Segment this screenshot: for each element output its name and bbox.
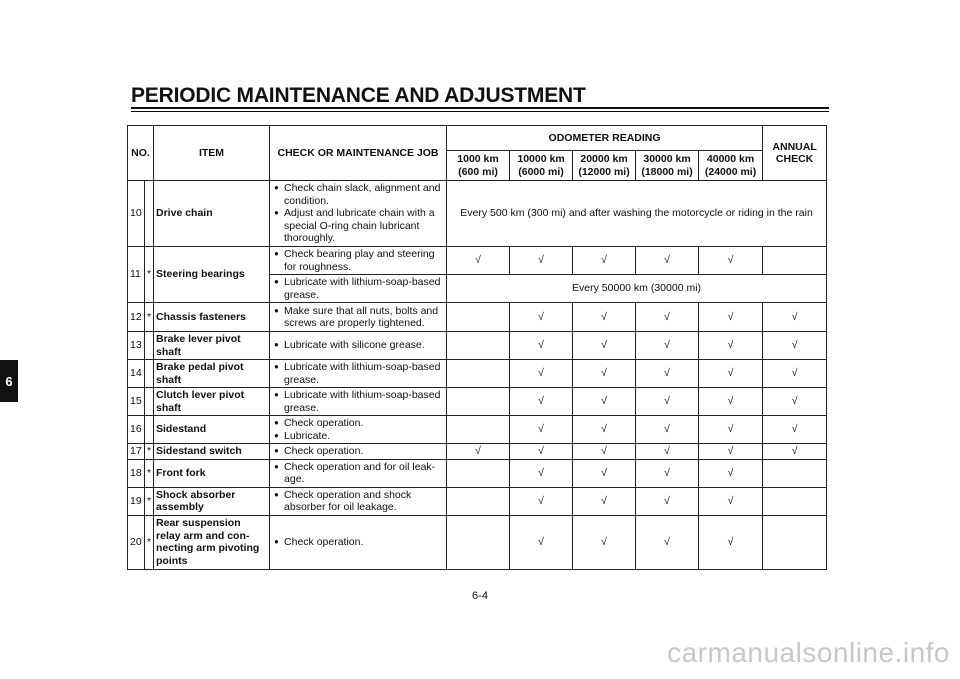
empty-cell: [447, 416, 510, 444]
header-odometer: ODOMETER READING: [447, 126, 763, 151]
empty-cell: [763, 515, 827, 569]
check-mark: √: [699, 487, 763, 515]
row-star: [145, 360, 154, 388]
check-mark: √: [573, 247, 636, 275]
row-star: [145, 332, 154, 360]
job-item: ● Lubricate with silicone grease.: [272, 339, 444, 352]
interval-note: Every 500 km (300 mi) and after washing the motorcycle or riding in the rain: [447, 181, 827, 247]
row-item: Brake lever pivot shaft: [154, 332, 270, 360]
check-mark: √: [510, 515, 573, 569]
table-row: [128, 444, 827, 460]
table-row: [128, 360, 827, 388]
empty-cell: [763, 247, 827, 275]
row-star: *: [145, 487, 154, 515]
empty-cell: [447, 515, 510, 569]
row-job: [270, 515, 447, 569]
check-mark: √: [573, 515, 636, 569]
check-mark: √: [699, 247, 763, 275]
row-job: [270, 459, 447, 487]
check-mark: √: [510, 303, 573, 332]
job-item: ● Make sure that all nuts, bolts and screws are properly tightened.: [272, 305, 444, 330]
row-star: [145, 388, 154, 416]
check-mark: √: [699, 303, 763, 332]
check-mark: √: [510, 416, 573, 444]
job-item: ● Check operation and shock absorber for oil leakage.: [272, 489, 444, 514]
header-interval: 10000 km (6000 mi): [510, 151, 573, 181]
row-job: [270, 360, 447, 388]
row-number: 13: [128, 332, 145, 360]
job-item: ● Check operation and for oil leak-age.: [272, 461, 444, 486]
table-row: [128, 487, 827, 515]
check-mark: √: [573, 303, 636, 332]
row-number: 18: [128, 459, 145, 487]
header-item: ITEM: [154, 126, 270, 181]
row-star: *: [145, 444, 154, 460]
check-mark: √: [573, 444, 636, 460]
empty-cell: [447, 303, 510, 332]
row-item: Steering bearings: [154, 247, 270, 303]
row-item: Front fork: [154, 459, 270, 487]
empty-cell: [447, 487, 510, 515]
check-mark: √: [699, 360, 763, 388]
empty-cell: [763, 459, 827, 487]
row-number: 11: [128, 247, 145, 303]
job-item: ● Check chain slack, alignment and condition.: [272, 182, 444, 207]
check-mark: √: [573, 487, 636, 515]
check-mark: √: [636, 247, 699, 275]
row-number: 12: [128, 303, 145, 332]
check-mark: √: [573, 388, 636, 416]
row-star: *: [145, 515, 154, 569]
check-mark: √: [510, 459, 573, 487]
row-job: [270, 181, 447, 247]
table-row: [128, 515, 827, 569]
check-mark: √: [573, 360, 636, 388]
header-no: NO.: [128, 126, 154, 181]
check-mark: √: [636, 360, 699, 388]
row-job: [270, 303, 447, 332]
check-mark: √: [699, 459, 763, 487]
chapter-tab: 6: [0, 360, 18, 402]
job-item: ● Lubricate with lithium-soap-based grease.: [272, 276, 444, 301]
title-rule: [131, 107, 829, 109]
row-star: *: [145, 247, 154, 303]
row-job: [270, 247, 447, 275]
check-mark: √: [510, 487, 573, 515]
row-job: [270, 487, 447, 515]
check-mark: √: [636, 515, 699, 569]
row-item: Chassis fasteners: [154, 303, 270, 332]
empty-cell: [447, 332, 510, 360]
check-mark: √: [636, 487, 699, 515]
row-star: *: [145, 303, 154, 332]
empty-cell: [447, 388, 510, 416]
header-interval: 1000 km (600 mi): [447, 151, 510, 181]
check-mark: √: [763, 444, 827, 460]
row-job: [270, 444, 447, 460]
page-title: PERIODIC MAINTENANCE AND ADJUSTMENT: [131, 84, 586, 107]
row-number: 17: [128, 444, 145, 460]
page-number: 6-4: [472, 590, 488, 602]
check-mark: √: [636, 332, 699, 360]
table-row: [128, 416, 827, 444]
job-item: ● Lubricate.: [272, 430, 444, 443]
check-mark: √: [763, 416, 827, 444]
check-mark: √: [636, 303, 699, 332]
table-row: [128, 332, 827, 360]
check-mark: √: [510, 247, 573, 275]
row-job: [270, 275, 447, 303]
check-mark: √: [699, 416, 763, 444]
check-mark: √: [636, 416, 699, 444]
header-interval: 20000 km (12000 mi): [573, 151, 636, 181]
row-job: [270, 388, 447, 416]
check-mark: √: [510, 388, 573, 416]
empty-cell: [447, 360, 510, 388]
check-mark: √: [636, 444, 699, 460]
row-item: Drive chain: [154, 181, 270, 247]
row-star: *: [145, 459, 154, 487]
check-mark: √: [636, 388, 699, 416]
table-row: [128, 388, 827, 416]
row-number: 19: [128, 487, 145, 515]
row-number: 14: [128, 360, 145, 388]
job-item: ● Check operation.: [272, 536, 444, 549]
row-item: Shock absorber assembly: [154, 487, 270, 515]
check-mark: √: [699, 515, 763, 569]
row-item: Clutch lever pivot shaft: [154, 388, 270, 416]
header-interval: 40000 km (24000 mi): [699, 151, 763, 181]
job-item: ● Lubricate with lithium-soap-based grease.: [272, 389, 444, 414]
header-job: CHECK OR MAINTENANCE JOB: [270, 126, 447, 181]
row-star: [145, 416, 154, 444]
title-rule-thin: [131, 111, 829, 112]
row-number: 15: [128, 388, 145, 416]
row-job: [270, 332, 447, 360]
job-item: ● Lubricate with lithium-soap-based grease.: [272, 361, 444, 386]
header-annual: ANNUAL CHECK: [763, 126, 827, 181]
row-item: Brake pedal pivot shaft: [154, 360, 270, 388]
row-number: 10: [128, 181, 145, 247]
check-mark: √: [510, 360, 573, 388]
check-mark: √: [699, 444, 763, 460]
watermark: carmanualsonline.info: [667, 637, 950, 668]
row-item: Sidestand switch: [154, 444, 270, 460]
empty-cell: [763, 487, 827, 515]
job-item: ● Adjust and lubricate chain with a special O-ring chain lubricant thoroughly.: [272, 207, 444, 245]
check-mark: √: [510, 444, 573, 460]
row-number: 20: [128, 515, 145, 569]
check-mark: √: [763, 388, 827, 416]
table-row: [128, 459, 827, 487]
check-mark: √: [573, 459, 636, 487]
interval-note: Every 50000 km (30000 mi): [447, 275, 827, 303]
row-item: Sidestand: [154, 416, 270, 444]
check-mark: √: [699, 332, 763, 360]
job-item: ● Check operation.: [272, 417, 444, 430]
check-mark: √: [763, 332, 827, 360]
check-mark: √: [447, 247, 510, 275]
check-mark: √: [636, 459, 699, 487]
check-mark: √: [573, 332, 636, 360]
maintenance-table: [127, 125, 827, 570]
check-mark: √: [510, 332, 573, 360]
row-item: Rear suspension relay arm and con-necting arm pivoting points: [154, 515, 270, 569]
check-mark: √: [447, 444, 510, 460]
check-mark: √: [573, 416, 636, 444]
header-interval: 30000 km (18000 mi): [636, 151, 699, 181]
job-item: ● Check operation.: [272, 445, 444, 458]
table-row: [128, 303, 827, 332]
empty-cell: [447, 459, 510, 487]
row-star: [145, 181, 154, 247]
row-job: [270, 416, 447, 444]
check-mark: √: [763, 360, 827, 388]
row-number: 16: [128, 416, 145, 444]
table-row: [128, 247, 827, 275]
check-mark: √: [763, 303, 827, 332]
job-item: ● Check bearing play and steering for roughness.: [272, 248, 444, 273]
check-mark: √: [699, 388, 763, 416]
table-row: [128, 181, 827, 247]
